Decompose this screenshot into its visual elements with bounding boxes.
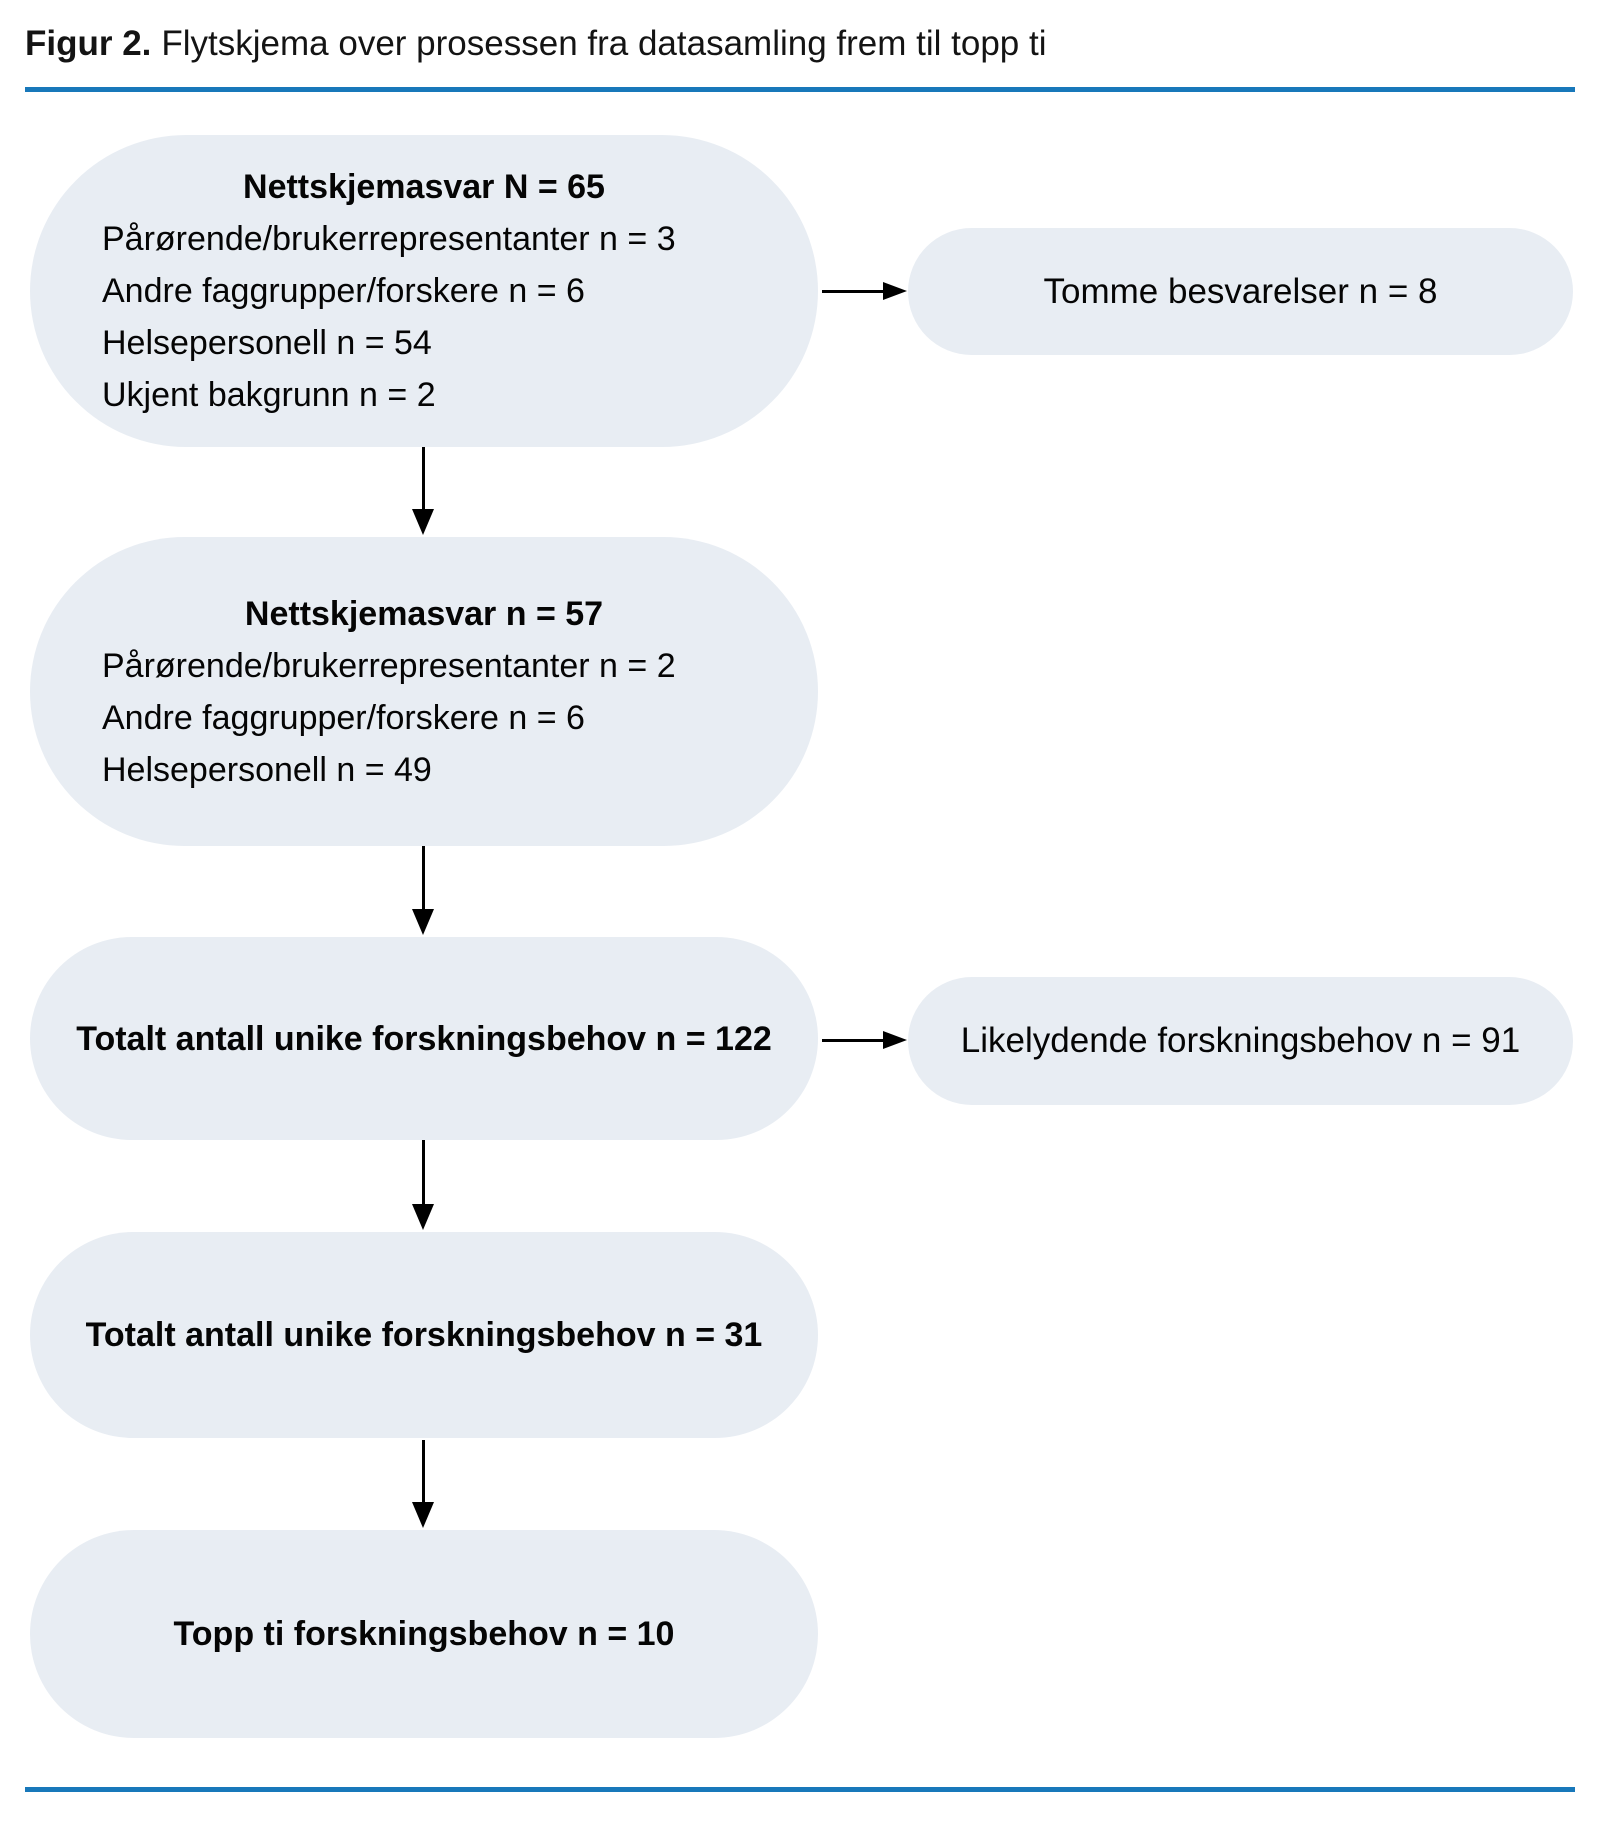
box-line: Helsepersonell n = 49	[102, 750, 432, 789]
arrow-shaft	[422, 1140, 425, 1204]
top-divider	[25, 87, 1575, 92]
box-line: Andre faggrupper/forskere n = 6	[102, 272, 585, 310]
arrow-down-3-icon	[412, 1140, 434, 1230]
box-title: Topp ti forskningsbehov n = 10	[173, 1615, 675, 1653]
flow-box-tomme-besvarelser-8	[908, 228, 1573, 355]
flow-box-unike-forskningsbehov-31	[30, 1232, 818, 1438]
arrow-head	[412, 1204, 434, 1230]
figure-caption-text: Flytskjema over prosessen fra datasamling frem til topp ti	[161, 24, 1047, 63]
box-title: Nettskjemasvar N = 65	[243, 168, 605, 206]
box-title: Totalt antall unike forskningsbehov n = 122	[76, 1019, 772, 1058]
flow-box-nettskjemasvar-57	[30, 537, 818, 846]
box-line: Pårørende/brukerrepresentanter n = 2	[102, 646, 676, 685]
box-label: Tomme besvarelser n = 8	[1043, 271, 1438, 311]
arrow-shaft	[822, 1039, 883, 1042]
box-line: Ukjent bakgrunn n = 2	[102, 376, 436, 414]
box-title: Totalt antall unike forskningsbehov n = 31	[85, 1316, 763, 1354]
arrow-shaft	[822, 290, 883, 293]
arrow-shaft	[422, 447, 425, 509]
figure-label: Figur 2.	[25, 24, 152, 63]
arrow-shaft	[422, 1440, 425, 1502]
arrow-head	[883, 1031, 907, 1049]
arrow-head	[412, 1502, 434, 1528]
flow-box-topp-ti-10	[30, 1530, 818, 1738]
arrow-right-1-icon	[822, 282, 907, 300]
bottom-divider	[25, 1787, 1575, 1792]
figure-caption	[25, 22, 1046, 66]
arrow-down-4-icon	[412, 1440, 434, 1528]
box-title: Nettskjemasvar n = 57	[244, 594, 604, 633]
arrow-down-1-icon	[412, 447, 434, 535]
box-line: Pårørende/brukerrepresentanter n = 3	[102, 220, 676, 258]
flow-box-likelydende-91	[908, 977, 1573, 1105]
flow-box-unike-forskningsbehov-122	[30, 937, 818, 1140]
box-line: Helsepersonell n = 54	[102, 324, 432, 362]
arrow-right-2-icon	[822, 1031, 907, 1049]
arrow-down-2-icon	[412, 846, 434, 935]
flow-box-nettskjemasvar-65	[30, 135, 818, 447]
arrow-head	[412, 509, 434, 535]
arrow-head	[412, 909, 434, 935]
box-line: Andre faggrupper/forskere n = 6	[102, 698, 585, 737]
arrow-head	[883, 282, 907, 300]
box-label: Likelydende forskningsbehov n = 91	[960, 1021, 1521, 1060]
arrow-shaft	[422, 846, 425, 909]
